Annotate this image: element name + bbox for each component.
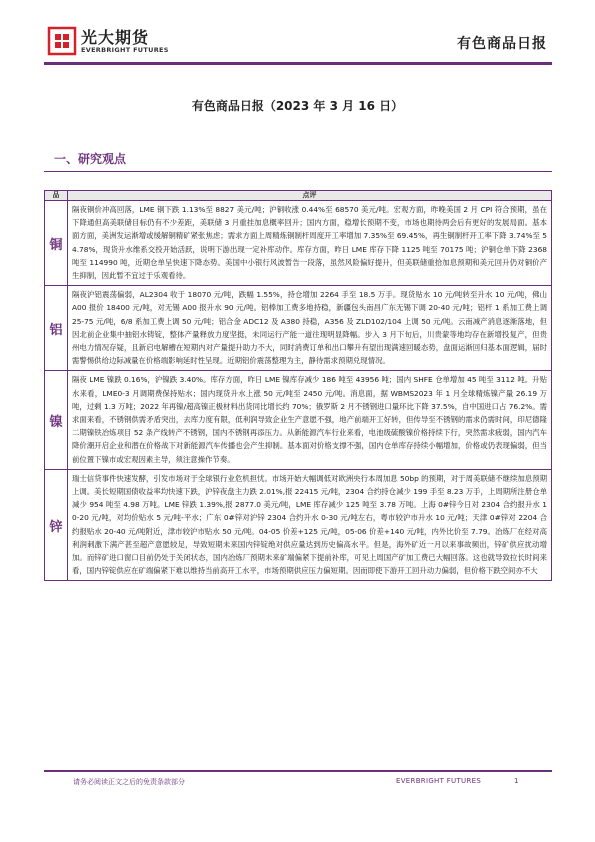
footer-disclaimer: 请务必阅读正文之后的免责条款部分	[73, 778, 185, 786]
metal-label-zinc: 锌	[45, 469, 68, 581]
header-title: 有色商品日报	[457, 36, 547, 52]
table-row-zinc	[45, 469, 552, 581]
logo-english-name: EVERBRIGHT FUTURES	[81, 46, 169, 54]
header-divider	[44, 62, 552, 65]
company-logo	[47, 24, 197, 60]
research-table	[44, 190, 552, 581]
page-number: 1	[514, 777, 519, 785]
metal-label-aluminum: 铝	[45, 286, 68, 371]
table-row-nickel	[45, 371, 552, 469]
metal-label-copper: 铜	[45, 201, 68, 286]
header-cell-commodity: 品	[45, 191, 68, 201]
document-title: 有色商品日报（2023 年 3 月 16 日）	[191, 99, 404, 113]
table-header-row	[45, 191, 552, 201]
footer-divider	[44, 770, 552, 772]
table-row-aluminum	[45, 286, 552, 371]
header-cell-comment: 点评	[68, 191, 552, 201]
table-row-copper	[45, 201, 552, 286]
comment-aluminum: 隔夜沪铝震荡偏弱，AL2304 收于 18070 元/吨，跌幅 1.55%，持仓增加 2264 手至 18.5 万手。现货贴水 10 元/吨转至升水 10 元/吨，佛山 A00 报价 18400 元/吨，对无锡 A00 报升水 90 元/吨。铝棒加工费多地持稳，新疆包头南昌广东无锡下调 20-40 元/吨；铝杆 1 系加工费上调 25-75 元/吨，6/8 系加工费上调 50 元/吨；铝合金 ADC12 及 A380 持稳，A356 及 ZLD102/104 上调 50 元/吨。云南减产消息逐渐落地，但因北前企业集中抽铝水铸锭，整体产量释放力度坚挺，未同运行产能一道往现明显降幅。步入 3 月下旬后，川贵蒙等地均存在新增投复产，但贵州电力情况存疑，且新启电解槽在短期内对产量提升助力不大，同时消费订单和出口攀升有望出现满速回暖态势，盘面运渐回归基本面逻辑，届时需警惕供给边际减量在价格端影响延时性呈现。近期铝价震荡整理为主，静待需求预期兑现情况。	[68, 286, 552, 371]
comment-nickel: 隔夜 LME 镍跌 0.16%，沪镍跌 3.40%。库存方面，昨日 LME 镍库存减少 186 吨至 43956 吨；国内 SHFE 仓单增加 45 吨至 3112 吨。升贴水来看，LME0-3 月调期费保持贴水；国内现货升水上涨 50 元/吨至 2450 元/吨。消息面，据 WBMS2023 年 1 月全球精炼镍产量 26.19 万吨，过剩 1.3 万吨；2022 年再镍/超高镍正极材料出货同比增长约 70%；俄罗斯 2 月不锈钢进口量环比下降 37.5%，自中国进口占 76.2%。需求面来看，不锈钢供需矛盾突出，去库力度有限，低利润导致企业生产意愿不强，地产前端开工好转，但传导至不锈钢的需求仍需时间，印尼德隆二期镍铁冶炼项目 52 条产线转产不锈钢，国内不锈钢再添压力。从新能源汽车行业来看，电池级硫酸镍价格持续下行，突然需求疲弱，国内汽车降价潮开启企业和潜在价格战下对新能源汽车传播也会产生抑制。基本面对价格支撑不强，国内仓单库存持续小幅增加，价格或仍表现偏弱，但当前位置下镍市或宏观因素主导，须注意操作节奏。	[68, 371, 552, 469]
section-title: 一、研究观点	[54, 152, 127, 166]
comment-copper: 隔夜铜价冲高回落，LME 铜下跌 1.13%至 8827 美元/吨；沪铜收涨 0.44%至 68570 美元/吨。宏观方面，昨晚美国 2 月 CPI 符合预期，虽在下降通但高美联储目标仍有不少差距，美联储 3 月重挂加息概率回升；国内方面，稳增长预期不变，市场也期待两会后有更好的发展局面。基本面方面，美洲发运渐增或缓解铜精矿紧张焦虑；需求方面上周精炼铜制杆周度开工率增加 7.35%至 69.45%，再生铜制杆开工率下降 3.74%至 54.78%，现货升水维系交投开始活跃，说明下游出现一定补库动作。库存方面，昨日 LME 库存下降 1125 吨至 70175 吨；沪铜仓单下降 2368 吨至 114990 吨，近期仓单呈快速下降态势。美国中小银行风波暂告一段落，虽然风险偏好提升，但美联储重拾加息预期和美元回升仍对铜价产生抑制，因此暂不宜过于乐观看待。	[68, 201, 552, 286]
comment-zinc: 瑞士信贷事件快速发酵，引发市场对于全球银行业危机担忧。市场开始大幅调低对欧洲央行本周加息 50bp 的预期，对于周美联储不继续加息预期上调。美长短期国债收益率均快速下跌，沪锌夜盘主力跌 2.01%,报 22415 元/吨，2304 合约持仓减少 199 手至 8.23 万手，上周期所注册仓单减少 954 吨至 4.98 万吨。LME 锌跌 1.39%,报 2877.0 美元/吨，LME 库存减少 125 吨至 3.78 万吨。上海 0#锌今日对 2304 合约报升水 10-20 元/吨，对均价贴水 5 元/吨-平水；广东 0#锌对沪锌 2304 合约升水 0-30 元/吨左右，粤市较沪市升水 10 元/吨；天津 0#锌对 2204 合约报贴水 20-40 元/吨附近，津市较沪市贴水 50 元/吨。04-05 价差+125 元/吨，05-06 价差+140 元/吨，内外比价至 7.79。冶炼厂在经对高利润刺激下满产甚至超产意愿较足，导致短期未来国内锌锭绝对供应量达到历史偏高水平。但是，海外矿近一月以来事故频出，锌矿供应扰动增加。而锌矿进口窗口目前仍处于关闭状态，国内冶炼厂预期未来矿端偏紧下提前补库，可见上周国产矿加工费已大幅回落。这也就导致拉长时间来看，国内锌锭供应在矿端偏紧下难以维持当前高开工水平，市场预期供应压力偏短期。因而即使下游开工回升动力偏弱，但价格下跌空间亦不大	[68, 469, 552, 581]
section-divider	[44, 171, 552, 172]
logo-chinese-name: 光大期货	[81, 28, 150, 47]
everbright-logo-icon	[47, 26, 77, 56]
metal-label-nickel: 镍	[45, 371, 68, 469]
footer-company-name: EVERBRIGHT FUTURES	[396, 777, 482, 785]
